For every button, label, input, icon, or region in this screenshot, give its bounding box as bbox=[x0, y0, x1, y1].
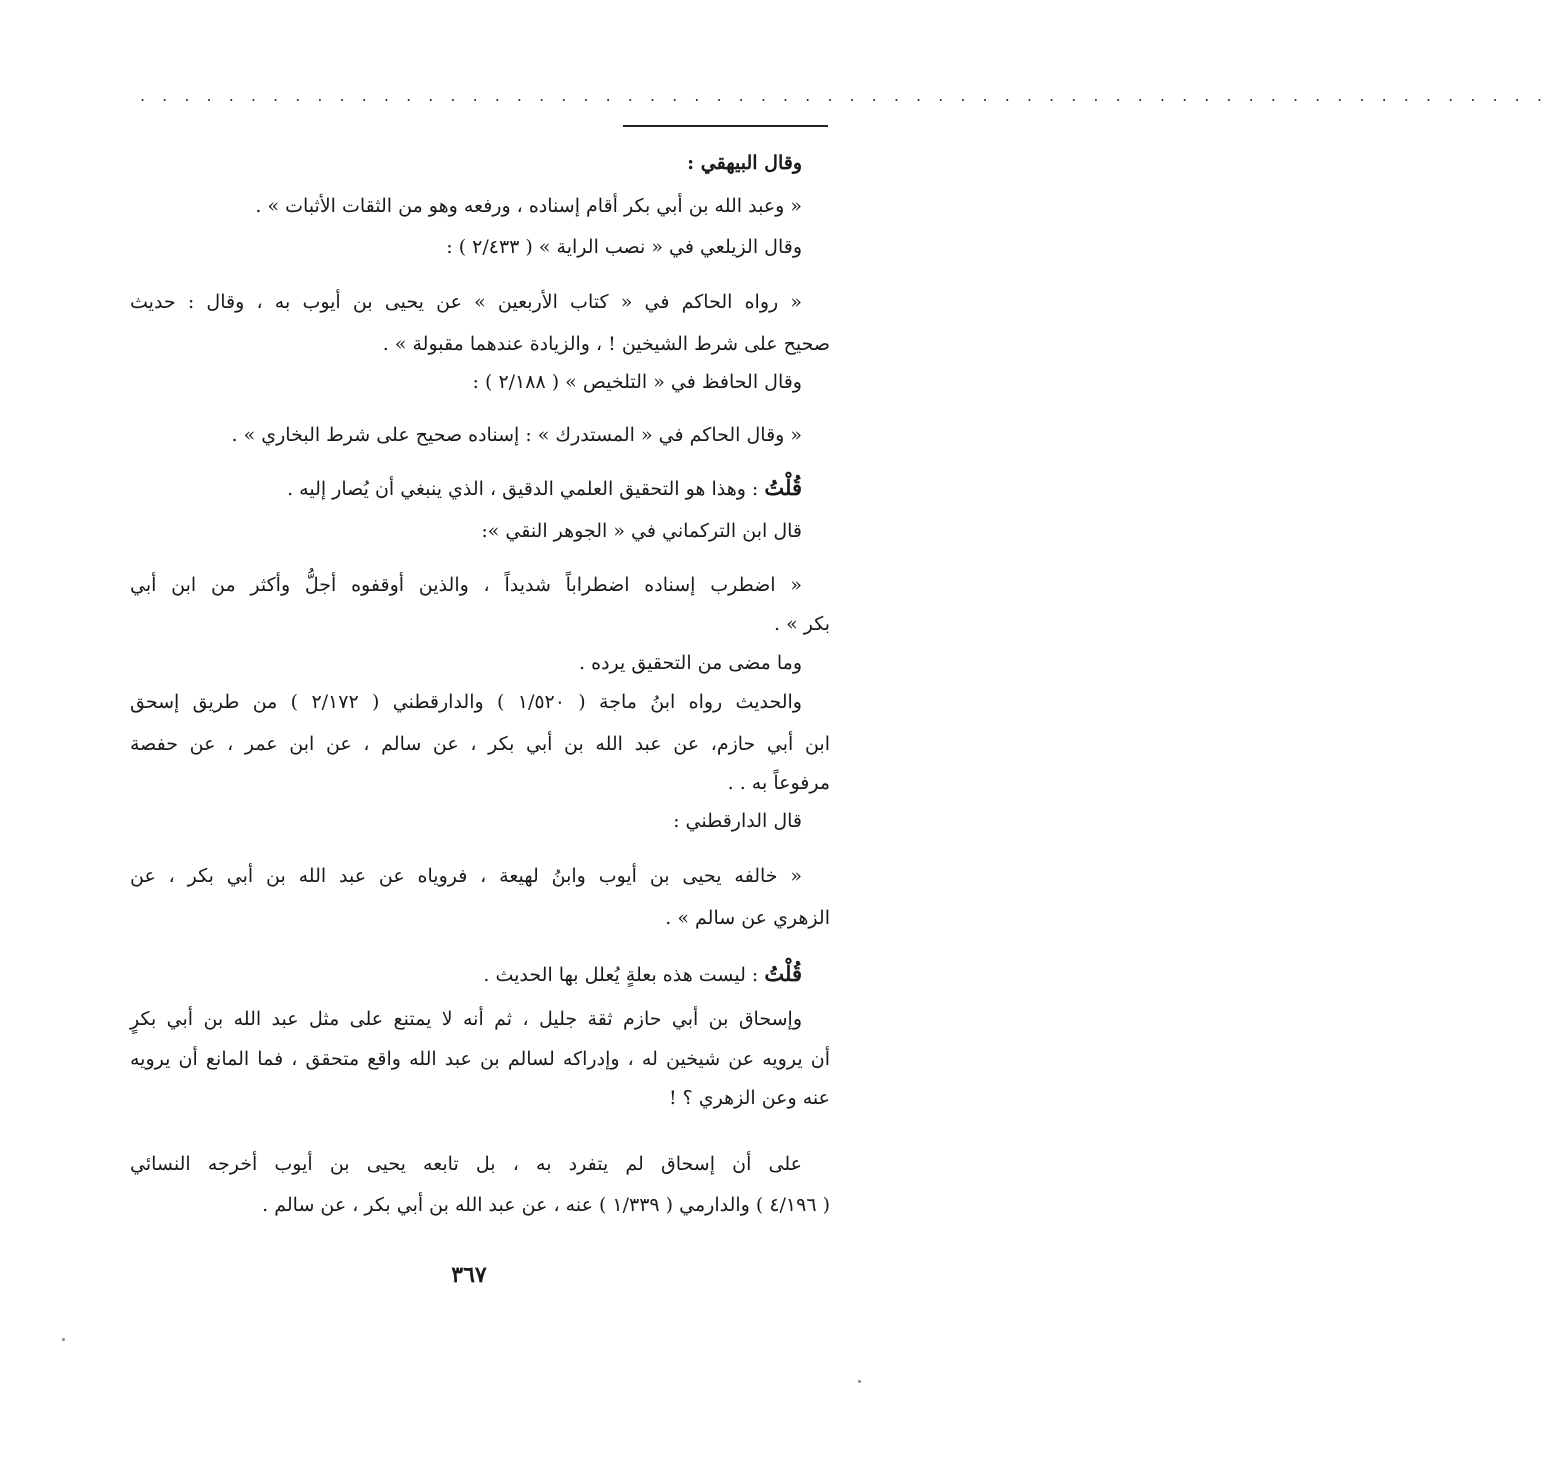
text-line: مرفوعاً به . . bbox=[727, 772, 830, 794]
scan-speck bbox=[62, 1338, 65, 1341]
text-line: وإسحاق بن أبي حازم ثقة جليل ، ثم أنه لا يمتنع على مثل عبد الله بن أبي بكرٍ bbox=[130, 1008, 802, 1030]
page-number: ٣٦٧ bbox=[451, 1262, 487, 1288]
text-line: الزهري عن سالم » . bbox=[665, 907, 830, 929]
text-line: وما مضى من التحقيق يرده . bbox=[579, 652, 802, 674]
text-line: « اضطرب إسناده اضطراباً شديداً ، والذين أوقفوه أجلُّ وأكثر من ابن أبي bbox=[130, 574, 802, 596]
text-line: بكر » . bbox=[773, 613, 830, 635]
text-line: « وعبد الله بن أبي بكر أقام إسناده ، ورفعه وهو من الثقات الأثبات » . bbox=[255, 195, 802, 217]
text-line: صحيح على شرط الشيخين ! ، والزيادة عندهما مقبولة » . bbox=[382, 333, 830, 355]
text-segment: : ليست هذه بعلةٍ يُعلل بها الحديث . bbox=[483, 964, 765, 986]
text-line: ( ٤/١٩٦ ) والدارمي ( ١/٣٣٩ ) عنه ، عن عبد الله بن أبي بكر ، عن سالم . bbox=[262, 1194, 830, 1216]
text-line: أن يرويه عن شيخين له ، وإدراكه لسالم بن عبد الله واقع متحقق ، فما المانع أن يرويه bbox=[130, 1048, 830, 1070]
scan-speck bbox=[858, 1380, 861, 1383]
text-line: « خالفه يحيى بن أيوب وابنُ لهيعة ، فروياه عن عبد الله بن أبي بكر ، عن bbox=[130, 865, 802, 887]
text-line bbox=[130, 473, 830, 503]
text-line: على أن إسحاق لم يتفرد به ، بل تابعه يحيى بن أيوب أخرجه النسائي bbox=[130, 1153, 802, 1175]
qult-marker: قُلْتُ bbox=[764, 961, 802, 986]
qult-marker: قُلْتُ bbox=[764, 475, 802, 500]
text-segment: : وهذا هو التحقيق العلمي الدقيق ، الذي ينبغي أن يُصار إليه . bbox=[287, 478, 765, 500]
dotted-separator: . . . . . . . . . . . . . . . . . . . . . . . . . . . . . . . . . . . . . . . . . . . . . . . . . . . . . . . . . . . . . . . . bbox=[140, 86, 1548, 105]
text-line: قال الدارقطني : bbox=[673, 810, 802, 832]
text-line: وقال الزيلعي في « نصب الراية » ( ٢/٤٣٣ ) : bbox=[446, 236, 802, 258]
text-line: قال ابن التركماني في « الجوهر النقي »: bbox=[481, 520, 802, 542]
footnote-rule bbox=[623, 125, 828, 127]
text-line: وقال الحافظ في « التلخيص » ( ٢/١٨٨ ) : bbox=[472, 371, 802, 393]
text-line: وقال البيهقي : bbox=[687, 152, 802, 174]
text-line bbox=[130, 959, 830, 989]
text-line: والحديث رواه ابنُ ماجة ( ١/٥٢٠ ) والدارقطني ( ٢/١٧٢ ) من طريق إسحق bbox=[130, 691, 802, 713]
text-line: « رواه الحاكم في « كتاب الأربعين » عن يحيى بن أيوب به ، وقال : حديث bbox=[130, 291, 802, 313]
text-line: « وقال الحاكم في « المستدرك » : إسناده صحيح على شرط البخاري » . bbox=[231, 424, 802, 446]
text-line: ابن أبي حازم، عن عبد الله بن أبي بكر ، عن سالم ، عن ابن عمر ، عن حفصة bbox=[130, 733, 830, 755]
text-line: عنه وعن الزهري ؟ ! bbox=[668, 1087, 830, 1109]
